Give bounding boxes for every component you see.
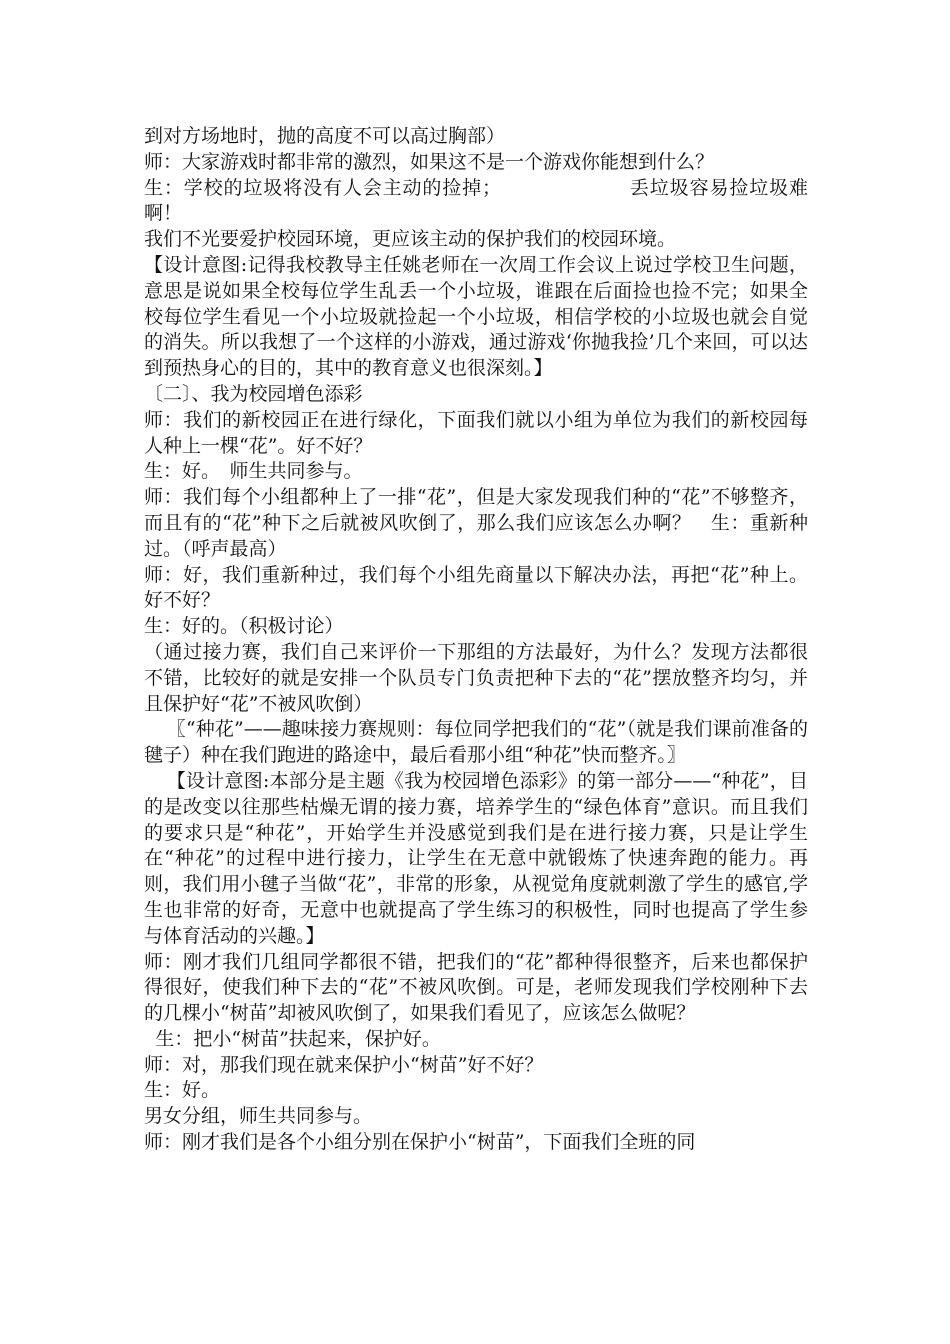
paragraph-teacher-greening: 师：我们的新校园正在进行绿化，下面我们就以小组为单位为我们的新校园每人种上一棵“花”。好不好？ bbox=[144, 408, 808, 457]
student-answer-part-a: 生：学校的垃圾将没有人会主动的捡掉； bbox=[144, 176, 502, 199]
paragraph-teacher-saplings: 师：刚才我们几组同学都很不错，把我们的“花”都种得很整齐，后来也都保护得很好，使我们种下去的“花”不被风吹倒。可是，老师发现我们学校刚种下去的几棵小“树苗”却被风吹倒了，如果我们看见了，应该怎么做呢？ bbox=[144, 950, 808, 1025]
paragraph-protect-campus: 我们不光要爱护校园环境，更应该主动的保护我们的校园环境。 bbox=[144, 228, 677, 251]
paragraph-relay-evaluate: （通过接力赛，我们自己来评价一下那组的方法最好，为什么？发现方法都很不错，比较好的就是安排一个队员专门负责把种下去的“花”摆放整齐均匀，并且保护好“花”不被风吹倒） bbox=[144, 640, 808, 715]
paragraph-student-answer bbox=[144, 176, 808, 228]
paragraph-rule-end: 到对方场地时，抛的高度不可以高过胸部） bbox=[144, 125, 506, 147]
paragraph-teacher-replant: 师：好，我们重新种过，我们每个小组先商量以下解决办法，再把“花”种上。好不好？ bbox=[144, 563, 808, 612]
paragraph-relay-rules: 〖“种花”——趣味接力赛规则：每位同学把我们的“花”（就是我们课前准备的毽子）种在我们跑进的路途中，最后看那小组“种花”快而整齐。〗 bbox=[144, 718, 808, 767]
document-body bbox=[144, 124, 808, 1156]
paragraph-student-good: 生：好。 bbox=[144, 1079, 221, 1102]
paragraph-student-saplings: 生：把小“树苗”扶起来，保护好。 bbox=[155, 1027, 441, 1050]
paragraph-teacher-class: 师：刚才我们是各个小组分别在保护小“树苗”，下面我们全班的同 bbox=[144, 1131, 696, 1154]
section-heading-2: 〔二〕、我为校园增色添彩 bbox=[144, 382, 363, 405]
paragraph-student-ok: 生：好。 师生共同参与。 bbox=[144, 460, 363, 483]
paragraph-grouping: 男女分组，师生共同参与。 bbox=[144, 1105, 373, 1128]
paragraph-student-discuss: 生：好的。（积极讨论） bbox=[144, 615, 344, 638]
paragraph-design-intent-1: 【设计意图:记得我校教导主任姚老师在一次周工作会议上说过学校卫生问题，意思是说如果全校每位学生乱丢一个小垃圾，谁跟在后面捡也捡不完；如果全校每位学生看见一个小垃圾就捡起一个小垃圾，相信学校的小垃圾也就会自觉的消失。所以我想了一个这样的小游戏，通过游戏‘你抛我捡’几个来回，可以达到预热身心的目的，其中的教育意义也很深刻。】 bbox=[144, 253, 808, 380]
paragraph-teacher-question: 师：大家游戏时都非常的激烈，如果这不是一个游戏你能想到什么？ bbox=[144, 150, 715, 173]
paragraph-design-intent-2: 【设计意图:本部分是主题《我为校园增色添彩》的第一部分——“种花”，目的是改变以往那些枯燥无谓的接力赛，培养学生的“绿色体育”意识。而且我们的要求只是“种花”，开始学生并没感觉到我们是在进行接力赛，只是让学生在“种花”的过程中进行接力，让学生在无意中就锻炼了快速奔跑的能力。再则，我们用小毽子当做“花”，非常的形象，从视觉角度就刺激了学生的感官,学生也非常的好奇，无意中也就提高了学生练习的积极性，同时也提高了学生参与体育活动的兴趣。】 bbox=[144, 769, 808, 947]
paragraph-teacher-protect: 师：对，那我们现在就来保护小“树苗”好不好？ bbox=[144, 1053, 544, 1076]
paragraph-teacher-flowers: 师：我们每个小组都种上了一排“花”，但是大家发现我们种的“花”不够整齐，而且有的“花”种下之后就被风吹倒了，那么我们应该怎么办啊？ 生：重新种过。（呼声最高） bbox=[144, 486, 808, 560]
student-answer-part-b: 丢垃圾容易捡垃圾难啊！ bbox=[144, 176, 808, 225]
